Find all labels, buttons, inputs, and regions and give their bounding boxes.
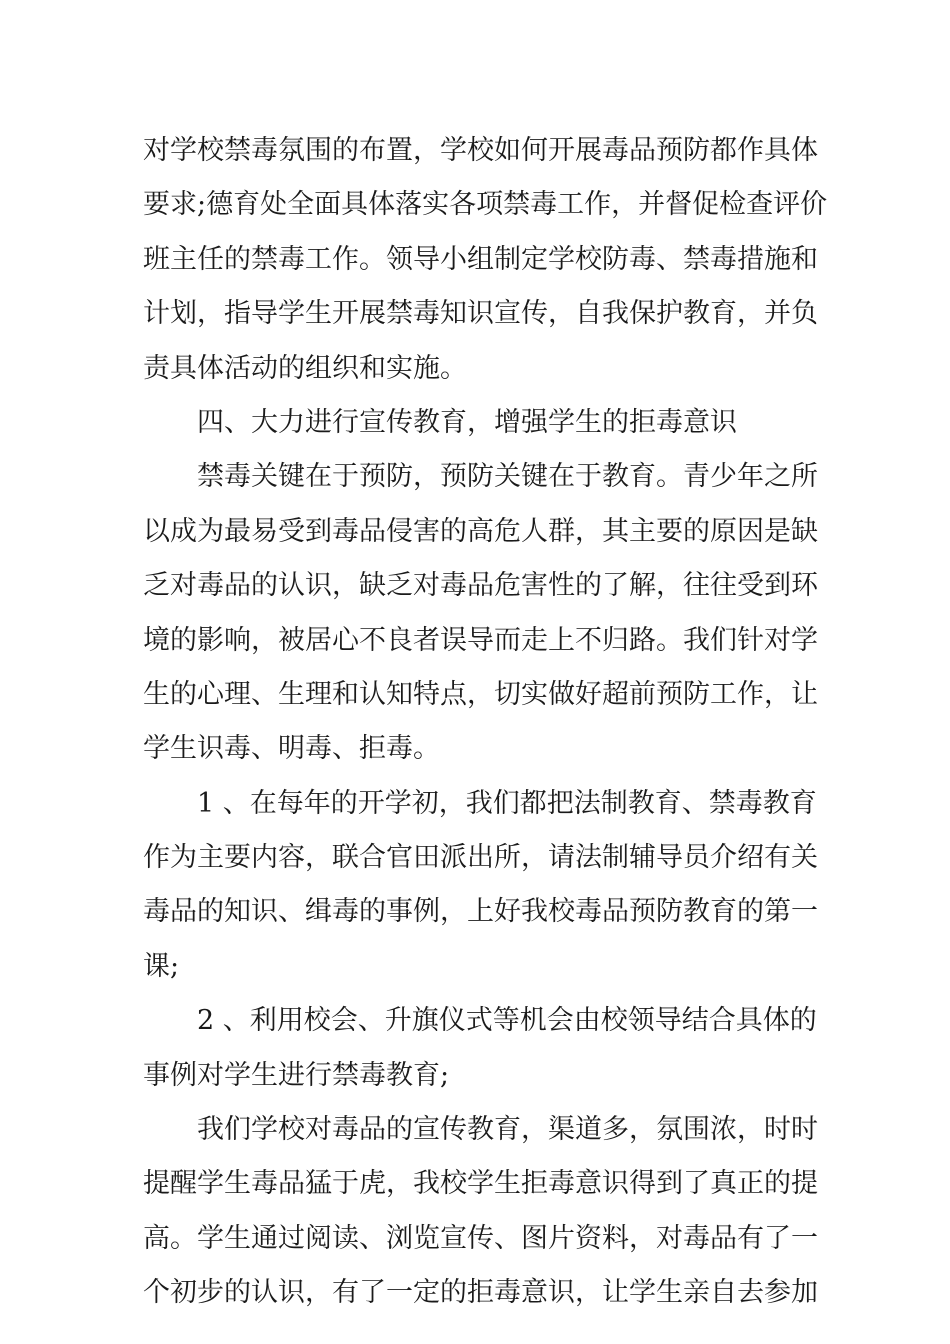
paragraph-start: 我们学校对毒品的宣传教育，渠道多，氛围浓，时时 [197, 1114, 818, 1146]
text-line: 高。学生通过阅读、浏览宣传、图片资料，对毒品有了一 [143, 1222, 818, 1254]
text-line: 提醒学生毒品猛于虎，我校学生拒毒意识得到了真正的提 [143, 1168, 818, 1200]
text-line: 作为主要内容，联合官田派出所，请法制辅导员介绍有关 [143, 842, 818, 874]
text-line: 以成为最易受到毒品侵害的高危人群，其主要的原因是缺 [143, 515, 818, 547]
paragraph-start: 禁毒关键在于预防，预防关键在于教育。青少年之所 [197, 461, 818, 493]
text-line: 学生识毒、明毒、拒毒。 [143, 733, 440, 765]
section-heading: 四、大力进行宣传教育，增强学生的拒毒意识 [197, 406, 737, 438]
text-line: 要求;德育处全面具体落实各项禁毒工作，并督促检查评价 [143, 189, 828, 221]
text-line: 境的影响，被居心不良者误导而走上不归路。我们针对学 [143, 624, 818, 656]
text-line: 对学校禁毒氛围的布置，学校如何开展毒品预防都作具体 [143, 135, 818, 166]
text-line: 生的心理、生理和认知特点，切实做好超前预防工作，让 [143, 678, 818, 710]
text-line: 乏对毒品的认识，缺乏对毒品危害性的了解，往往受到环 [143, 570, 818, 602]
text-line: 课; [143, 950, 180, 982]
list-item-start: 2 、利用校会、升旗仪式等机会由校领导结合具体的 [197, 1005, 817, 1037]
list-item-start: 1 、在每年的开学初，我们都把法制教育、禁毒教育 [197, 787, 817, 819]
text-line: 个初步的认识，有了一定的拒毒意识，让学生亲自去参加 [143, 1277, 818, 1309]
text-line: 责具体活动的组织和实施。 [143, 352, 467, 384]
text-line: 事例对学生进行禁毒教育; [143, 1059, 450, 1091]
text-line: 计划，指导学生开展禁毒知识宣传，自我保护教育，并负 [143, 298, 818, 330]
text-line: 毒品的知识、缉毒的事例，上好我校毒品预防教育的第一 [143, 896, 818, 928]
text-line: 班主任的禁毒工作。领导小组制定学校防毒、禁毒措施和 [143, 243, 818, 275]
document-body [143, 124, 828, 1321]
